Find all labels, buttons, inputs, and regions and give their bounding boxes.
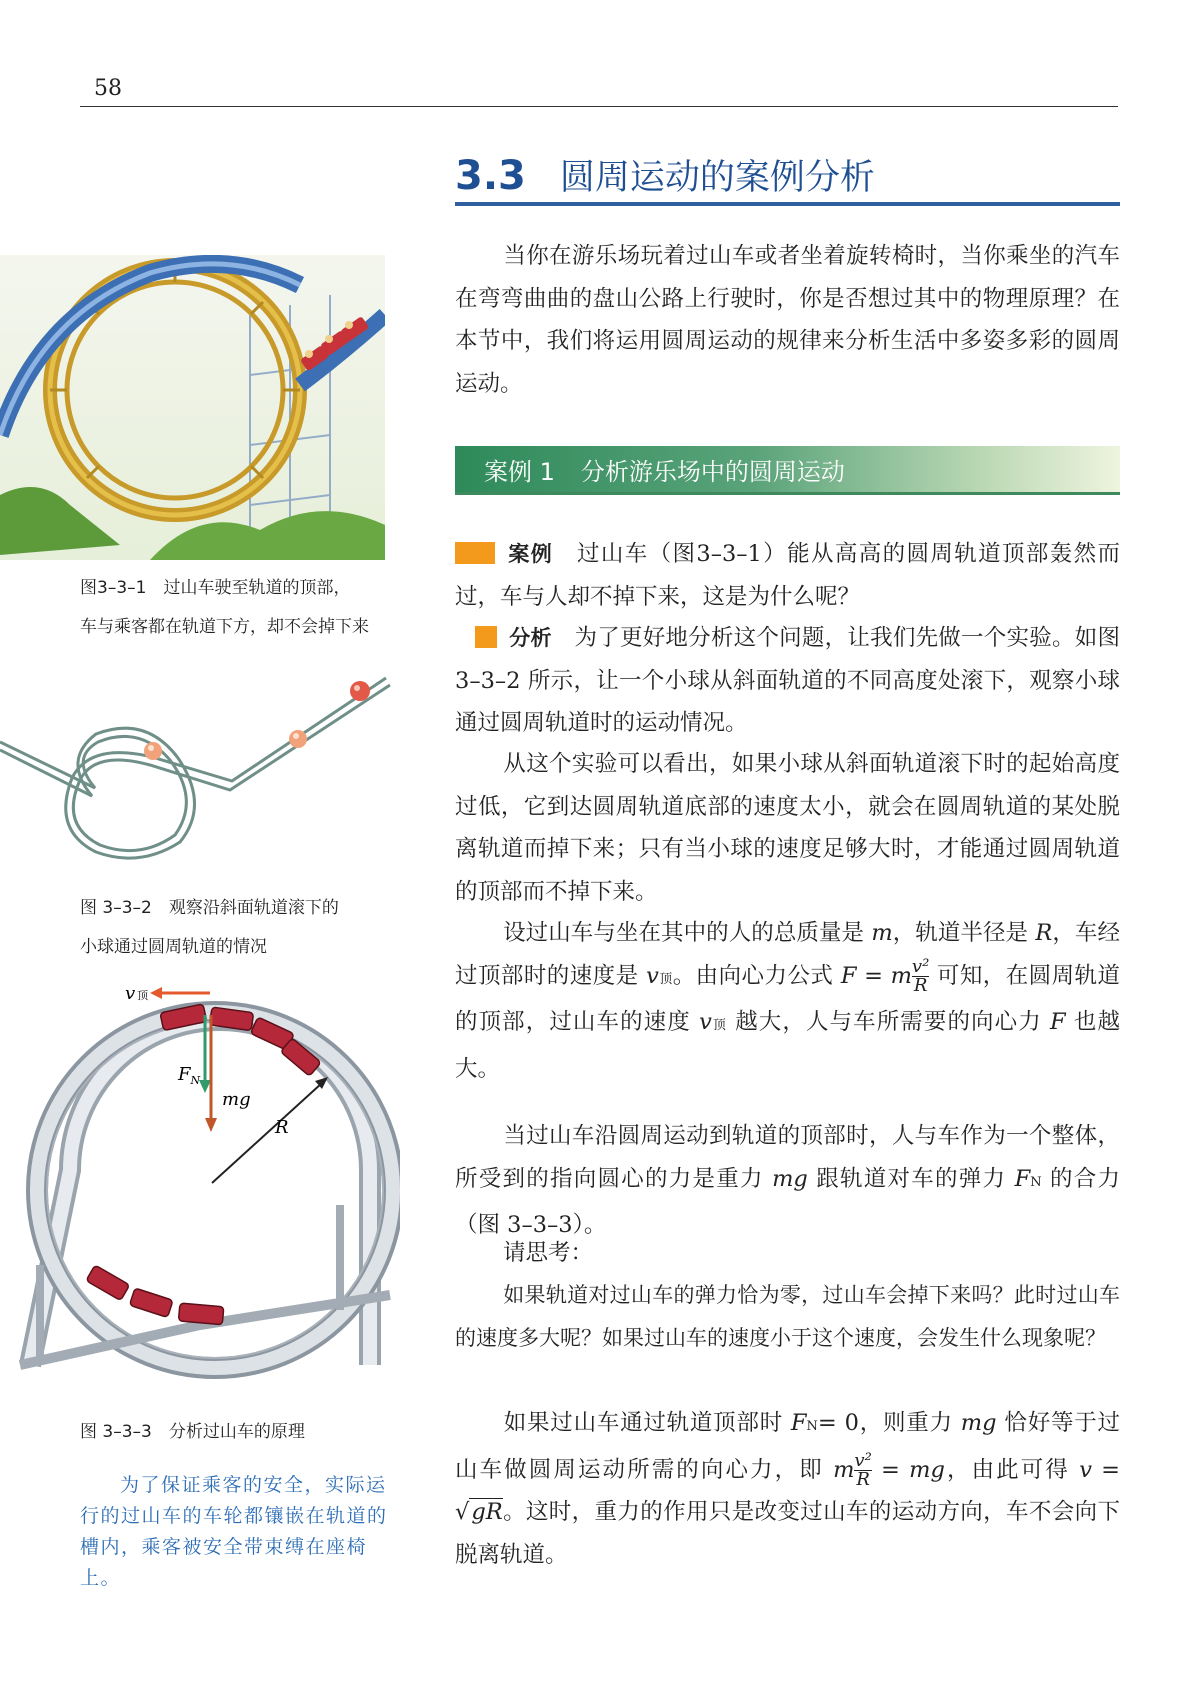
intro-paragraph: 当你在游乐场玩着过山车或者坐着旋转椅时，当你乘坐的汽车在弯弯曲曲的盘山公路上行驶时，你是否想过其中的物理原理？在本节中，我们将运用圆周运动的规律来分析生活中多姿多彩的圆周运动。 bbox=[455, 243, 1120, 397]
page-number: 58 bbox=[94, 76, 122, 101]
label-v-top: v顶 bbox=[125, 983, 149, 1004]
roller-coaster-loop-photo bbox=[0, 255, 385, 560]
incline-loop-track-diagram bbox=[0, 670, 400, 880]
section-title-text: 圆周运动的案例分析 bbox=[559, 158, 875, 198]
section-rule bbox=[455, 202, 1120, 206]
section-title bbox=[455, 150, 875, 200]
figure-3-3-1-caption: 图3–3–1 过山车驶至轨道的顶部， 车与乘客都在轨道下方，却不会掉下来 bbox=[80, 578, 369, 637]
zero-force-paragraph: 如果过山车通过轨道顶部时 FN= 0，则重力 mg 恰好等于过山车做圆周运动所需的向心力，即 m $\frac{\text{v²}}{R}$ = mg，由此可得 v = √gR。这时，重力的作用只是改变过山车的运动方向，车不会向下脱离轨道。 bbox=[455, 1410, 1121, 1568]
sqrt-gR: gR bbox=[471, 1499, 503, 1525]
analysis-paragraph: 分析 为了更好地分析这个问题，让我们先做一个实验。如图 3–3–2 所示，让一个小球从斜面轨道的不同高度处滚下，观察小球通过圆周轨道时的运动情况。 bbox=[455, 625, 1120, 736]
case-banner-title bbox=[484, 452, 845, 487]
label-mg: mg bbox=[222, 1089, 251, 1110]
centripetal-formula-fraction: $\frac{\text{v²}}{R}$ bbox=[911, 956, 930, 996]
case-banner-underline bbox=[455, 492, 1120, 495]
case-tag-marker-icon bbox=[455, 542, 495, 564]
setup-paragraph: 设过山车与坐在其中的人的总质量是 m，轨道半径是 R，车经过顶部时的速度是 v顶。由向心力公式 F = m $\frac{\text{v²}}{R}$ 可知，在圆周轨道的顶部，过山车的速度 v顶 越大，人与车所需要的向心力 F 也越大。 bbox=[455, 920, 1120, 1082]
side-note: 为了保证乘客的安全，实际运行的过山车的车轮都镶嵌在轨道的槽内，乘客被安全带束缚在座椅上。 bbox=[80, 1474, 388, 1589]
label-R: R bbox=[275, 1117, 289, 1138]
case-banner-label: 案例 1 bbox=[484, 458, 555, 486]
label-FN: $F_N$ bbox=[178, 1064, 201, 1087]
think-label: 请思考： bbox=[503, 1240, 594, 1266]
analysis-tag: 分析 bbox=[509, 626, 552, 650]
case-paragraph: 案例 过山车（图3–3–1）能从高高的圆周轨道顶部轰然而过，车与人却不掉下来，这是为什么呢？ bbox=[455, 541, 1121, 610]
figure-3-3-2-caption: 图 3–3–2 观察沿斜面轨道滚下的 小球通过圆周轨道的情况 bbox=[80, 898, 339, 957]
think-question: 如果轨道对过山车的弹力恰为零，过山车会掉下来吗？此时过山车的速度多大呢？如果过山车的速度小于这个速度，会发生什么现象呢？ bbox=[455, 1283, 1120, 1350]
figure-3-3-3-caption: 图 3–3–3 分析过山车的原理 bbox=[80, 1422, 305, 1442]
case-tag: 案例 bbox=[507, 542, 554, 566]
case-banner-heading: 分析游乐场中的圆周运动 bbox=[580, 458, 845, 486]
header-rule bbox=[80, 106, 1118, 107]
analysis-tag-marker-icon bbox=[475, 626, 497, 648]
section-number: 3.3 bbox=[455, 153, 526, 199]
experiment-paragraph: 从这个实验可以看出，如果小球从斜面轨道滚下时的起始高度过低，它到达圆周轨道底部的速度太小，就会在圆周轨道的某处脱离轨道而掉下来；只有当小球的速度足够大时，才能通过圆周轨道的顶部而不掉下来。 bbox=[455, 751, 1120, 905]
roller-coaster-force-diagram bbox=[0, 965, 400, 1395]
at-top-paragraph: 当过山车沿圆周运动到轨道的顶部时，人与车作为一个整体，所受到的指向圆心的力是重力 mg 跟轨道对车的弹力 FN 的合力（图 3–3–3）。 bbox=[455, 1123, 1120, 1238]
zero-force-fraction: $\frac{\text{v²}}{R}$ bbox=[854, 1450, 872, 1490]
